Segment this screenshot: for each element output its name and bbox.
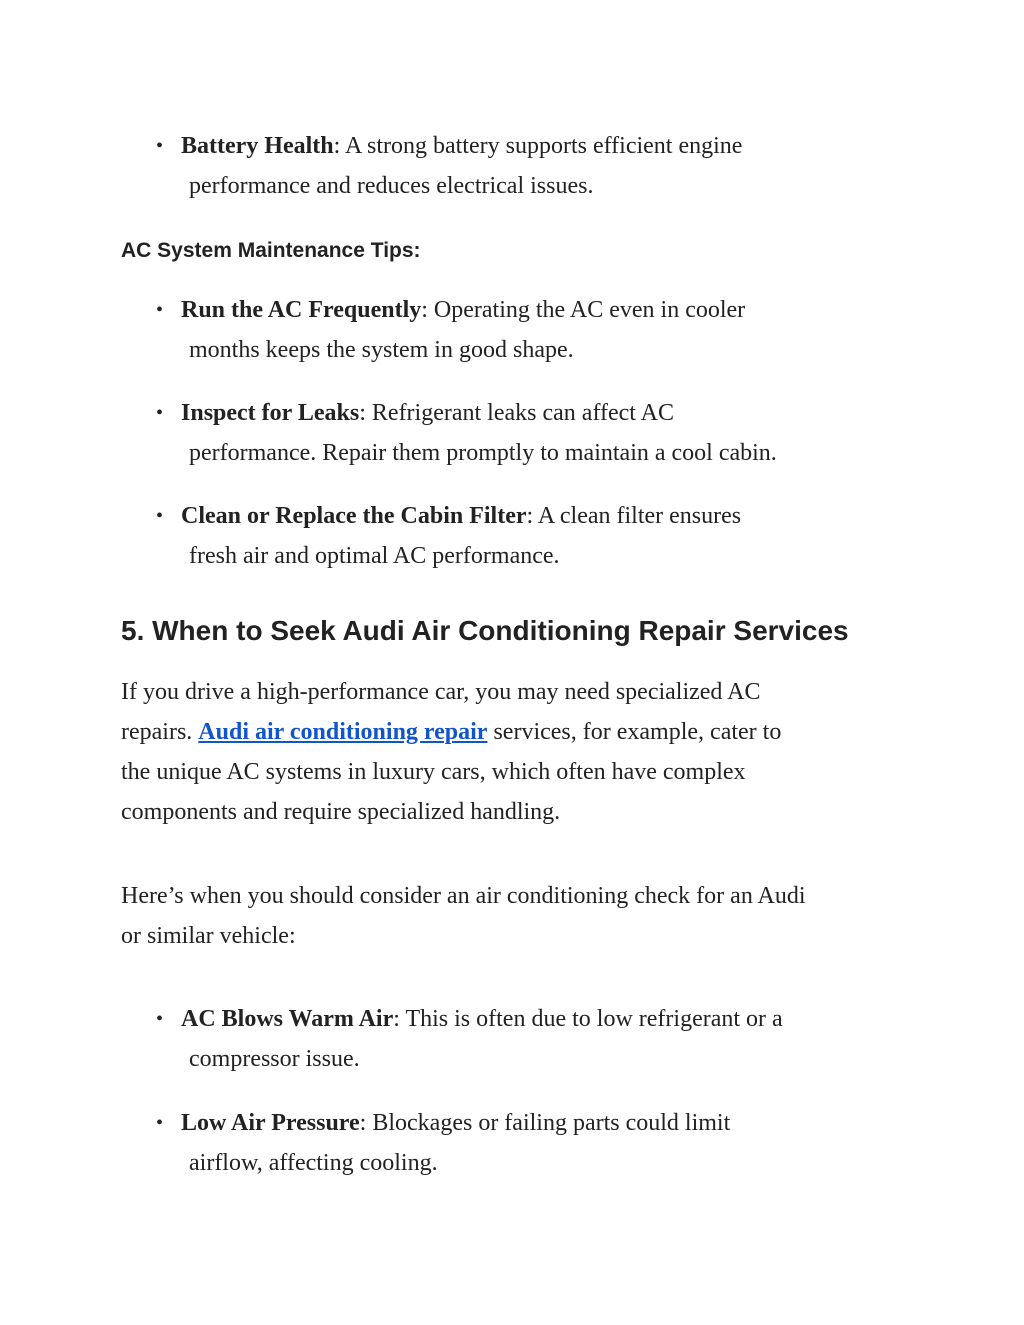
paragraph-when [121, 876, 806, 956]
paragraph-line: the unique AC systems in luxury cars, which often have complex [121, 759, 746, 785]
paragraph-line [121, 712, 781, 752]
list-item-text-continued: airflow, affecting cooling. [189, 1150, 438, 1176]
list-item-text-continued: performance and reduces electrical issues. [189, 173, 594, 199]
paragraph-line: components and require specialized handling. [121, 799, 561, 825]
ac-tips-heading: AC System Maintenance Tips: [121, 239, 421, 262]
paragraph-text: services, for example, cater to [487, 719, 782, 745]
list-item-text: : Refrigerant leaks can affect AC [359, 400, 674, 426]
paragraph-line: If you drive a high-performance car, you may need specialized AC [121, 679, 761, 705]
list-item-text-continued: performance. Repair them promptly to maintain a cool cabin. [189, 440, 777, 466]
list-item-title: Low Air Pressure [181, 1110, 360, 1136]
audi-ac-repair-link[interactable]: Audi air conditioning repair [198, 719, 488, 745]
list-item-text: : A clean filter ensures [526, 503, 742, 529]
bullet-dot: • [156, 135, 164, 157]
list-item-text-continued: compressor issue. [189, 1046, 360, 1072]
list-item-title: Inspect for Leaks [181, 400, 360, 426]
list-item-text-continued: fresh air and optimal AC performance. [189, 543, 560, 569]
paragraph-line: Here’s when you should consider an air conditioning check for an Audi [121, 883, 806, 909]
list-item-title: Clean or Replace the Cabin Filter [181, 503, 527, 529]
section-heading: 5. When to Seek Audi Air Conditioning Repair Services [121, 615, 849, 646]
paragraph-text: repairs. [121, 719, 199, 745]
list-item-text: : Blockages or failing parts could limit [359, 1110, 731, 1136]
list-item-text: : This is often due to low refrigerant or a [393, 1006, 783, 1032]
bullet-dot: • [156, 505, 164, 527]
list-item-text: : Operating the AC even in cooler [421, 297, 746, 323]
bullet-dot: • [156, 1008, 164, 1030]
paragraph-line: or similar vehicle: [121, 923, 296, 949]
list-item-title: Run the AC Frequently [181, 297, 422, 323]
bullet-dot: • [156, 1112, 164, 1134]
list-item-title: Battery Health [181, 133, 334, 159]
list-item-text: : A strong battery supports efficient engine [333, 133, 743, 159]
list-item-title: AC Blows Warm Air [181, 1006, 394, 1032]
list-item-text-continued: months keeps the system in good shape. [189, 337, 574, 363]
bullet-dot: • [156, 402, 164, 424]
bullet-dot: • [156, 299, 164, 321]
paragraph-intro [121, 672, 781, 832]
